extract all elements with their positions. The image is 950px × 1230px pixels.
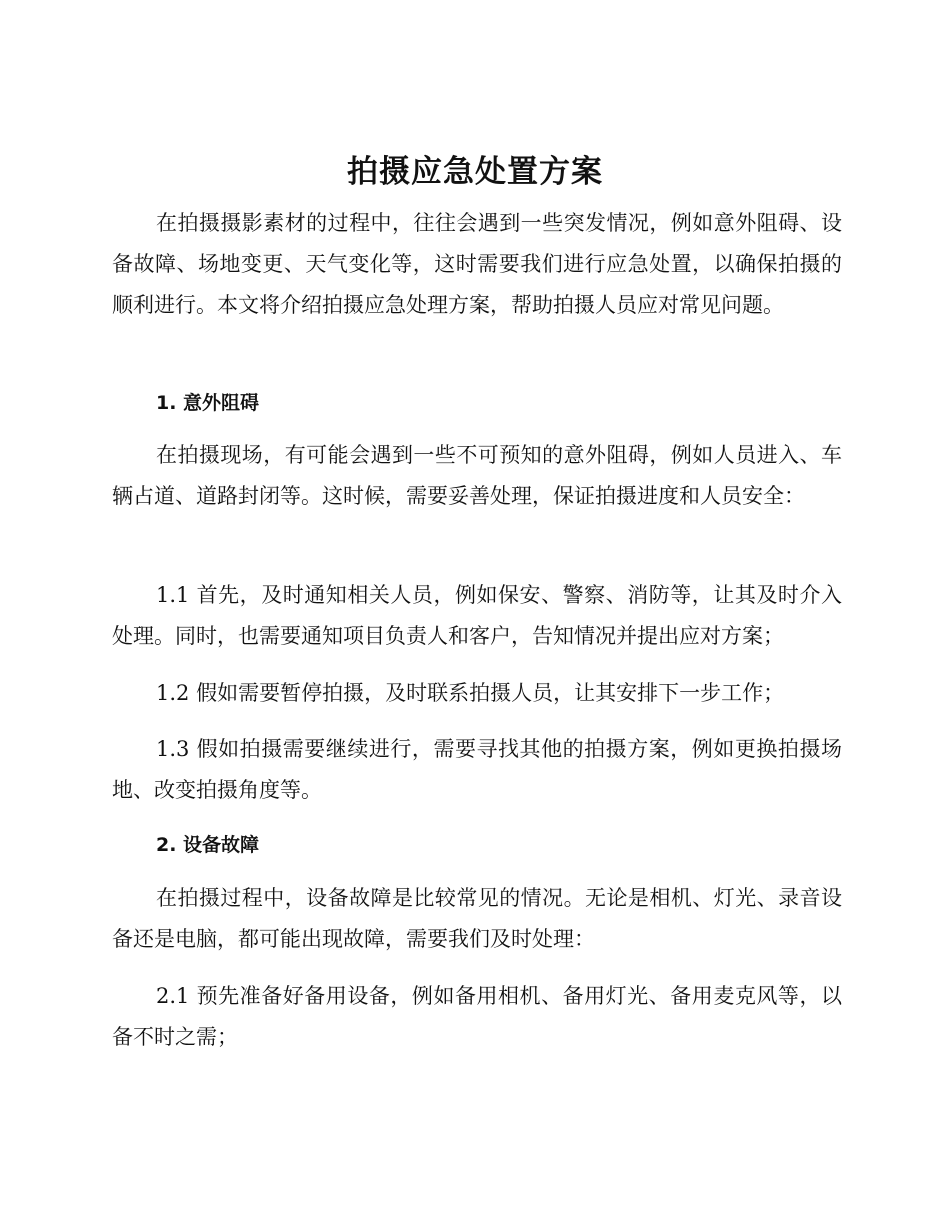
intro-paragraph: 在拍摄摄影素材的过程中，往往会遇到一些突发情况，例如意外阻碍、设备故障、场地变更、天气变化等，这时需要我们进行应急处置，以确保拍摄的顺利进行。本文将介绍拍摄应急处理方案，帮助拍摄人员应对常见问题。: [112, 211, 842, 317]
section1-paragraph-intro: 在拍摄现场，有可能会遇到一些不可预知的意外阻碍，例如人员进入、车辆占道、道路封闭等。这时候，需要妥善处理，保证拍摄进度和人员安全：: [112, 443, 842, 508]
section1-item-1-3: 1.3 假如拍摄需要继续进行，需要寻找其他的拍摄方案，例如更换拍摄场地、改变拍摄角度等。: [112, 737, 842, 802]
section1-item-1-2: 1.2 假如需要暂停拍摄，及时联系拍摄人员，让其安排下一步工作；: [156, 681, 785, 705]
section-heading-unexpected-obstacles: 1. 意外阻碍: [156, 392, 260, 414]
section2-item-2-1: 2.1 预先准备好备用设备，例如备用相机、备用灯光、备用麦克风等，以备不时之需；: [112, 984, 842, 1049]
document-title: 拍摄应急处置方案: [347, 154, 603, 190]
section2-paragraph-intro: 在拍摄过程中，设备故障是比较常见的情况。无论是相机、灯光、录音设备还是电脑，都可能出现故障，需要我们及时处理：: [112, 886, 842, 951]
section-heading-equipment-failure: 2. 设备故障: [156, 834, 260, 856]
section1-item-1-1: 1.1 首先，及时通知相关人员，例如保安、警察、消防等，让其及时介入处理。同时，也需要通知项目负责人和客户，告知情况并提出应对方案；: [112, 583, 842, 648]
